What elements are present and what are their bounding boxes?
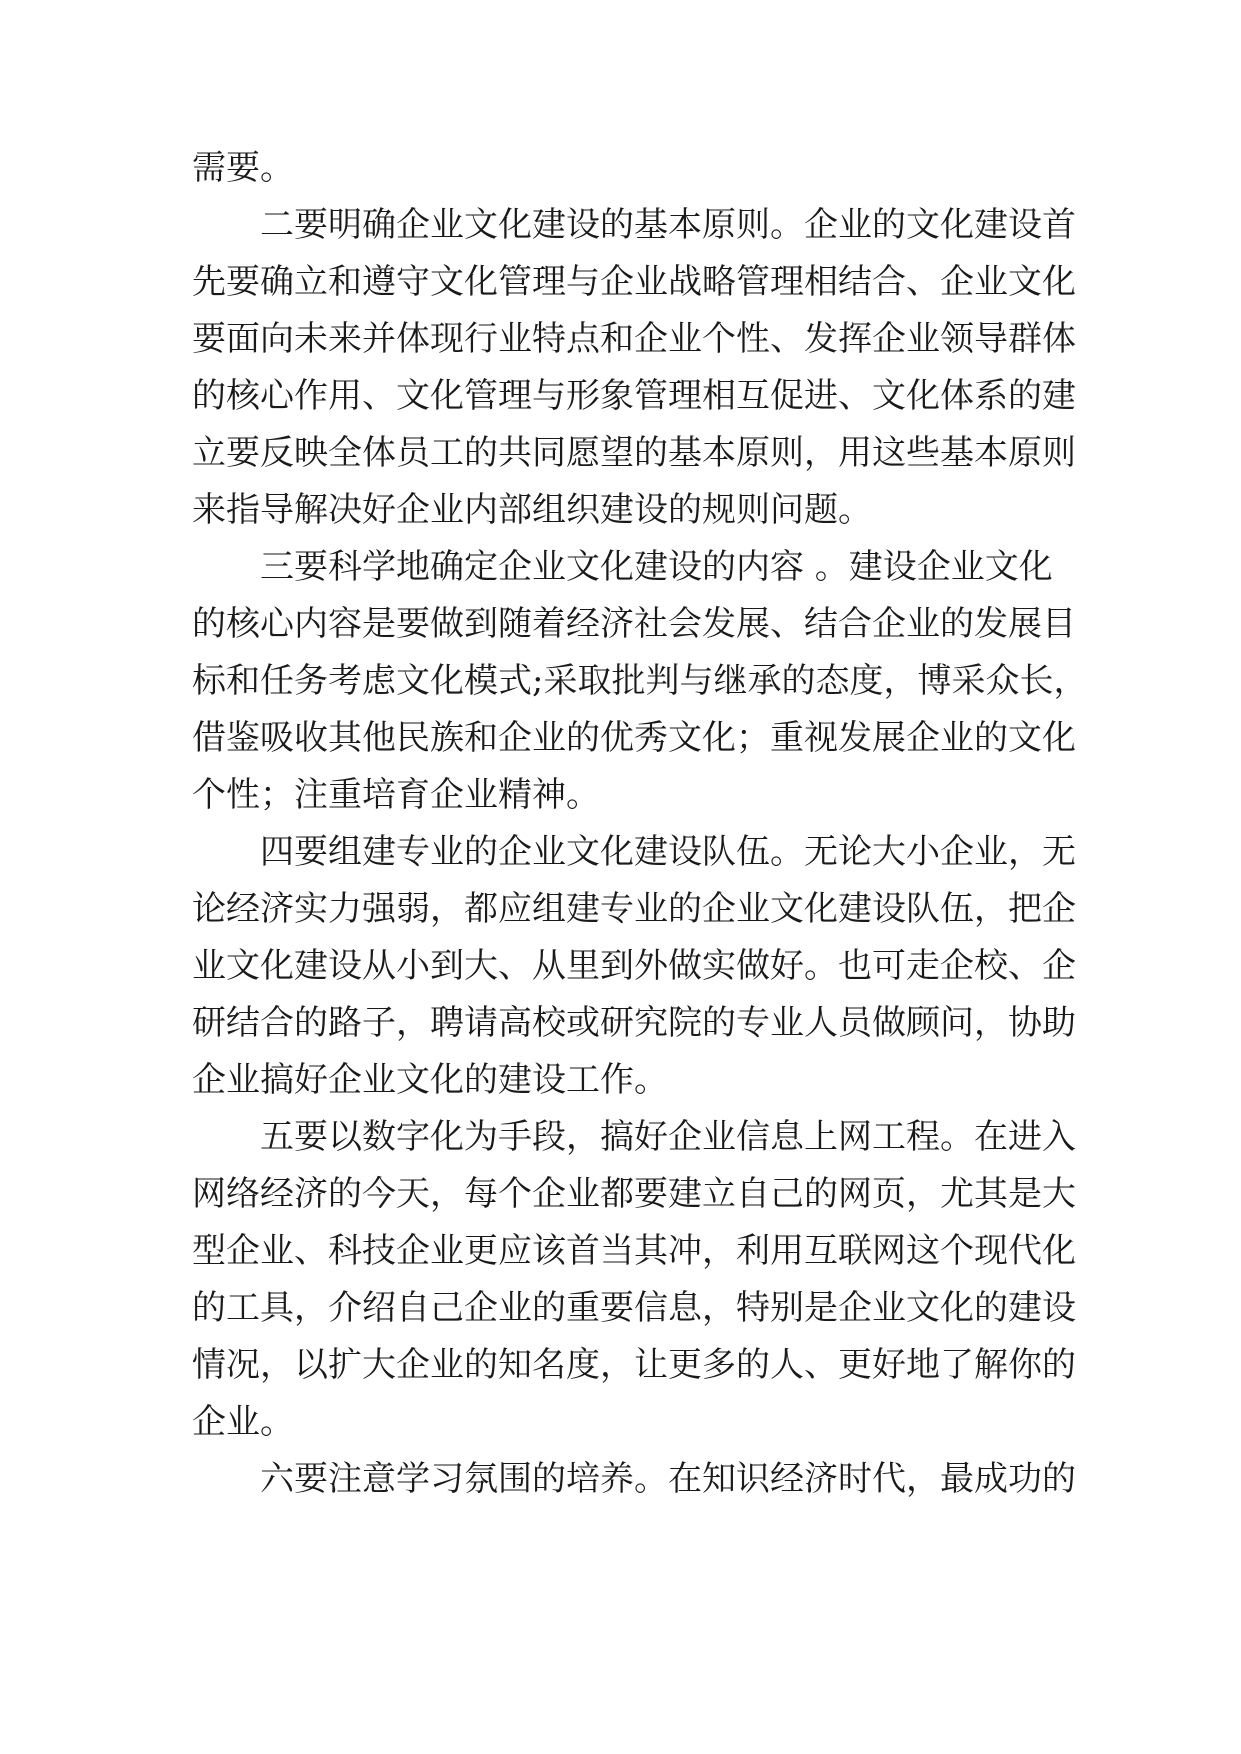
text-line: 的核心内容是要做到随着经济社会发展、结合企业的发展目	[192, 604, 1076, 644]
text-line: 业文化建设从小到大、从里到外做实做好。也可走企校、企	[192, 946, 1076, 986]
text-line: 标和任务考虑文化模式;采取批判与继承的态度，博采众长，	[192, 661, 1088, 701]
text-line: 企业搞好企业文化的建设工作。	[192, 1060, 668, 1100]
text-line: 型企业、科技企业更应该首当其冲，利用互联网这个现代化	[192, 1231, 1076, 1271]
text-line: 的工具，介绍自己企业的重要信息，特别是企业文化的建设	[192, 1288, 1076, 1328]
text-line: 来指导解决好企业内部组织建设的规则问题。	[192, 490, 872, 530]
text-line: 网络经济的今天，每个企业都要建立自己的网页，尤其是大	[192, 1174, 1076, 1214]
text-line: 要面向未来并体现行业特点和企业个性、发挥企业领导群体	[192, 319, 1076, 359]
text-line: 借鉴吸收其他民族和企业的优秀文化；重视发展企业的文化	[192, 718, 1076, 758]
text-line: 需要。	[192, 148, 294, 188]
text-line: 先要确立和遵守文化管理与企业战略管理相结合、企业文化	[192, 262, 1076, 302]
text-line: 立要反映全体员工的共同愿望的基本原则，用这些基本原则	[192, 433, 1076, 473]
paragraph-5-line-1: 五要以数字化为手段，搞好企业信息上网工程。在进入	[260, 1117, 1076, 1157]
text-line: 研结合的路子，聘请高校或研究院的专业人员做顾问，协助	[192, 1003, 1076, 1043]
paragraph-2-line-1: 二要明确企业文化建设的基本原则。企业的文化建设首	[260, 205, 1076, 245]
text-line: 的核心作用、文化管理与形象管理相互促进、文化体系的建	[192, 376, 1076, 416]
text-line: 论经济实力强弱，都应组建专业的企业文化建设队伍，把企	[192, 889, 1076, 929]
paragraph-6-line-1: 六要注意学习氛围的培养。在知识经济时代，最成功的	[260, 1459, 1076, 1499]
text-line: 个性；注重培育企业精神。	[192, 775, 600, 815]
text-line: 企业。	[192, 1402, 294, 1442]
paragraph-3-line-1: 三要科学地确定企业文化建设的内容 。建设企业文化	[260, 547, 1053, 587]
text-line: 情况，以扩大企业的知名度，让更多的人、更好地了解你的	[192, 1345, 1076, 1385]
paragraph-4-line-1: 四要组建专业的企业文化建设队伍。无论大小企业，无	[260, 832, 1076, 872]
